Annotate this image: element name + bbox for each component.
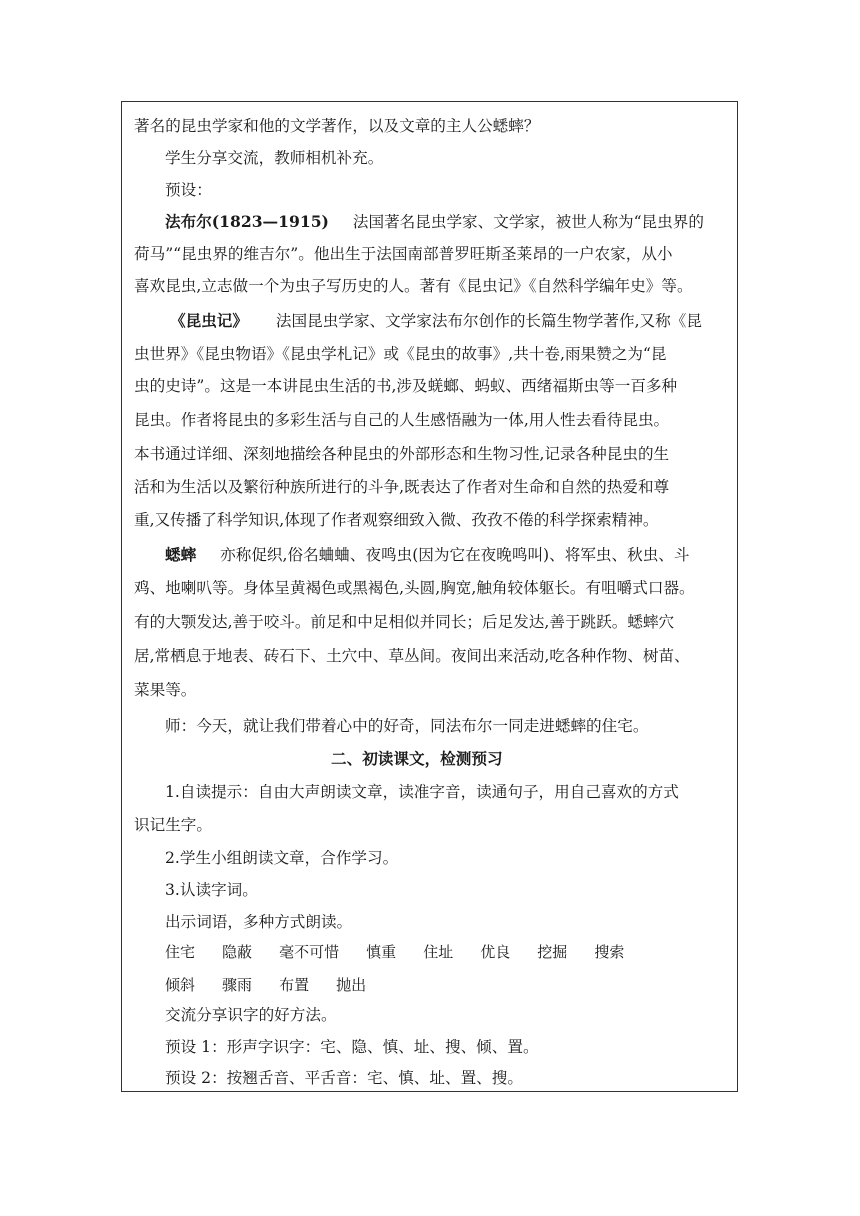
fabre-text-2: 荷马”“昆虫界的维吉尔”。他出生于法国南部普罗旺斯圣莱昂的一户农家，从小 <box>134 245 673 263</box>
fabre-text-1: 法国著名昆虫学家、文学家，被世人称为“昆虫界的 <box>352 213 704 231</box>
fabre-text-3: 喜欢昆虫,立志做一个为虫子写历史的人。著有《昆虫记》《自然科学编年史》等。 <box>134 277 693 295</box>
cricket-text-4: 居,常栖息于地表、砖石下、土穴中、草丛间。夜间出来活动,吃各种作物、树苗、 <box>134 647 690 665</box>
vocab-word: 隐蔽 <box>222 943 253 961</box>
cricket-paragraph-line1 <box>165 545 689 565</box>
vocab-word: 倾斜 <box>165 976 196 994</box>
book-text-3: 虫的史诗”。这是一本讲昆虫生活的书,涉及蜣螂、蚂蚁、西绪福斯虫等一百多种 <box>134 377 678 395</box>
book-text-2: 虫世界》《昆虫物语》《昆虫学札记》或《昆虫的故事》,共十卷,雨果赞之为“昆 <box>134 345 667 363</box>
section-title: 二、初读课文，检测预习 <box>331 749 503 768</box>
book-name: 《昆虫记》 <box>170 311 248 330</box>
book-text-6: 活和为生活以及繁衍种族所进行的斗争,既表达了作者对生命和自然的热爱和尊 <box>134 478 670 496</box>
item1-line2: 识记生字。 <box>134 816 212 834</box>
item3-line: 3.认读字词。 <box>165 881 258 899</box>
item1-line1: 1.自读提示：自由大声朗读文章，读准字音，读通句子，用自己喜欢的方式 <box>165 783 679 801</box>
vocab-row-1 <box>165 942 642 962</box>
vocab-word: 挖掘 <box>537 943 568 961</box>
cricket-text-2: 鸡、地喇叭等。身体呈黄褐色或黑褐色,头圆,胸宽,触角较体躯长。有咀嚼式口器。 <box>134 579 695 597</box>
preset-1-line: 预设 1：形声字识字：宅、隐、慎、址、搜、倾、置。 <box>165 1038 539 1056</box>
exchange-line: 交流分享识字的好方法。 <box>165 1006 337 1024</box>
vocab-word: 布置 <box>279 976 310 994</box>
vocab-word: 毫不可惜 <box>279 943 340 961</box>
teacher-line: 师：今天，就让我们带着心中的好奇，同法布尔一同走进蟋蟀的住宅。 <box>165 717 649 735</box>
fabre-name: 法布尔(1823—1915) <box>165 212 329 231</box>
preset-label: 预设： <box>165 181 212 199</box>
vocab-row-2 <box>165 975 384 995</box>
vocab-word: 慎重 <box>366 943 397 961</box>
cricket-text-5: 菜果等。 <box>134 681 197 699</box>
item2-line: 2.学生小组朗读文章，合作学习。 <box>165 849 399 867</box>
book-text-5: 本书通过详细、深刻地描绘各种昆虫的外部形态和生物习性,记录各种昆虫的生 <box>134 445 670 463</box>
preset-2-line: 预设 2：按翘舌音、平舌音：宅、慎、址、置、搜。 <box>165 1069 523 1087</box>
book-text-7: 重,又传播了科学知识,体现了作者观察细致入微、孜孜不倦的科学探索精神。 <box>134 511 659 529</box>
share-line: 学生分享交流，教师相机补充。 <box>165 149 384 167</box>
show-words-line: 出示词语，多种方式朗读。 <box>165 913 353 931</box>
book-paragraph-line1 <box>170 311 702 331</box>
cricket-text-3: 有的大颚发达,善于咬斗。前足和中足相似并同长；后足发达,善于跳跃。蟋蟀穴 <box>134 613 675 631</box>
cricket-text-1: 亦称促织,俗名蛐蛐、夜鸣虫(因为它在夜晚鸣叫)、将军虫、秋虫、斗 <box>220 546 690 564</box>
vocab-word: 住址 <box>423 943 454 961</box>
vocab-word: 抛出 <box>336 976 367 994</box>
book-text-4: 昆虫。作者将昆虫的多彩生活与自己的人生感悟融为一体,用人性去看待昆虫。 <box>134 411 670 429</box>
vocab-word: 优良 <box>480 943 511 961</box>
book-text-1: 法国昆虫学家、文学家法布尔创作的长篇生物学著作,又称《昆 <box>275 312 702 330</box>
intro-line: 著名的昆虫学家和他的文学著作，以及文章的主人公蟋蟀？ <box>134 117 540 135</box>
vocab-word: 住宅 <box>165 943 196 961</box>
cricket-name: 蟋蟀 <box>165 545 197 564</box>
vocab-word: 骤雨 <box>222 976 253 994</box>
vocab-word: 搜索 <box>594 943 625 961</box>
fabre-paragraph-line1 <box>165 212 704 232</box>
